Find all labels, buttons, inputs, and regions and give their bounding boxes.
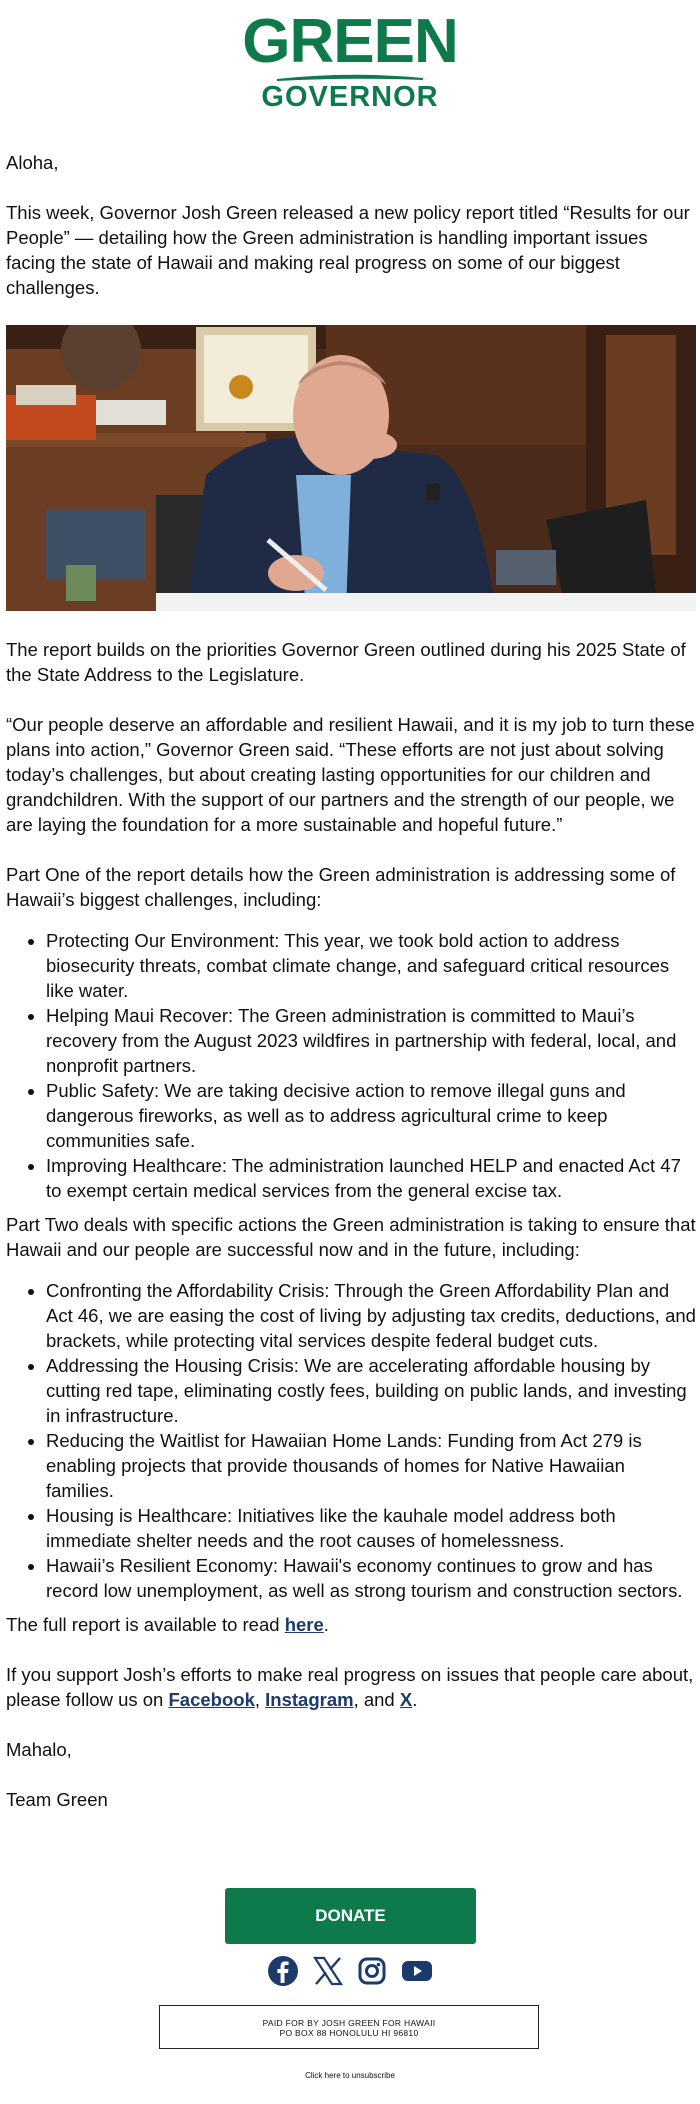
donate-button[interactable]: DONATE [225,1888,476,1944]
part-one-intro: Part One of the report details how the Green administration is addressing some of Hawaii’s biggest challenges, including: [6,864,676,910]
list-item: • Protecting Our Environment: This year, we took bold action to address biosecurity threats, combat climate change, and safeguard critical resources like water. [46,928,696,1003]
paid-for-line: PAID FOR BY JOSH GREEN FOR HAWAII [262,2018,436,2028]
governor-photo [6,325,696,611]
follow-suffix: . [412,1689,418,1710]
email-body [6,150,696,1837]
report-suffix: . [323,1614,329,1635]
part-two-intro: Part Two deals with specific actions the Green administration is taking to ensure that Hawaii and our people are successful now and in the future, including: [6,1214,696,1260]
instagram-icon[interactable] [356,1955,388,1987]
governor-quote: “Our people deserve an affordable and resilient Hawaii, and it is my job to turn these plans into action,” Governor Green said. “These efforts are not just about solving today’s challenges, but about creating lasting opportunities for our children and grandchildren. With the support of our partners and the strength of our people, we are laying the foundation for a more sustainable and hopeful future.” [6,714,695,835]
follow-prefix: If you support Josh’s efforts to make real progress on issues that people care about, please follow us on [6,1664,694,1710]
follow-separator: , and [353,1689,400,1710]
unsubscribe-row [0,2071,700,2080]
x-link[interactable]: X [399,1689,413,1710]
logo-line-governor: GOVERNOR [261,81,439,113]
part-two-list [6,1278,696,1603]
list-item: • Addressing the Housing Crisis: We are accelerating affordable housing by cutting red tape, eliminating costly fees, building on public lands, and investing in infrastructure. [46,1353,696,1428]
facebook-icon[interactable] [267,1955,299,1987]
youtube-icon[interactable] [401,1955,433,1987]
intro-paragraph: This week, Governor Josh Green released a new policy report titled “Results for our People” — detailing how the Green administration is handling important issues facing the state of Hawaii and making real progress on some of our biggest challenges. [6,202,690,298]
list-item: • Public Safety: We are taking decisive action to remove illegal guns and dangerous fireworks, as well as to address agricultural crime to keep communities safe. [46,1078,696,1153]
green-governor-logo [0,7,700,113]
signature: Team Green [6,1789,108,1810]
instagram-link[interactable]: Instagram [265,1689,354,1710]
follow-paragraph [6,1662,696,1712]
report-builds-paragraph: The report builds on the priorities Governor Green outlined during his 2025 State of the State Address to the Legislature. [6,639,686,685]
unsubscribe-link[interactable]: Click here to unsubscribe [305,2071,395,2080]
list-item: • Housing is Healthcare: Initiatives like the kauhale model address both immediate shelter needs and the root causes of homelessness. [46,1503,696,1553]
part-one-list [6,928,696,1203]
facebook-link[interactable]: Facebook [168,1689,255,1710]
signoff: Mahalo, [6,1739,72,1760]
po-box-line: PO BOX 88 HONOLULU HI 96810 [279,2028,419,2038]
greeting: Aloha, [6,152,59,173]
list-item: • Confronting the Affordability Crisis: Through the Green Affordability Plan and Act 46, we are easing the cost of living by adjusting tax credits, deductions, and brackets, while protecting vital services despite federal budget cuts. [46,1278,696,1353]
report-here-link[interactable]: here [284,1614,324,1635]
list-item: • Helping Maui Recover: The Green administration is committed to Maui’s recovery from the August 2023 wildfires in partnership with federal, local, and nonprofit partners. [46,1003,696,1078]
list-item: • Hawaii’s Resilient Economy: Hawaii's economy continues to grow and has record low unemployment, as well as strong tourism and construction sectors. [46,1553,696,1603]
follow-separator: , [254,1689,266,1710]
x-icon[interactable] [312,1955,344,1987]
paid-for-disclaimer [159,2005,539,2049]
full-report-paragraph [6,1612,696,1637]
list-item: • Improving Healthcare: The administration launched HELP and enacted Act 47 to exempt certain medical services from the general excise tax. [46,1153,696,1203]
logo-line-green: GREEN [242,7,458,76]
social-icons [0,1955,700,1987]
list-item: • Reducing the Waitlist for Hawaiian Home Lands: Funding from Act 279 is enabling projects that provide thousands of homes for Native Hawaiian families. [46,1428,696,1503]
report-prefix: The full report is available to read [6,1614,285,1635]
